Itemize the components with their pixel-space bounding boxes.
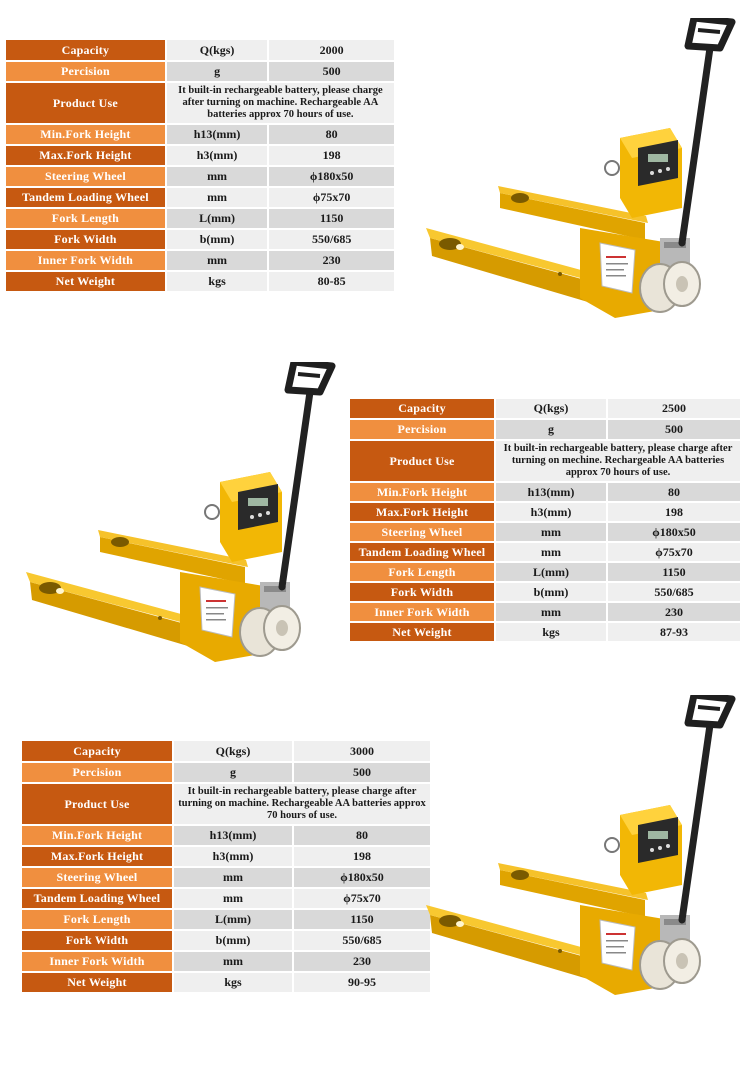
spec-unit: g: [167, 62, 268, 81]
spec-unit: mm: [174, 868, 292, 887]
spec-value: 500: [294, 763, 430, 782]
spec-unit: kgs: [167, 272, 268, 291]
spec-row-net-weight: [22, 973, 430, 992]
spec-row-fork-length: [350, 563, 740, 581]
spec-label: Percision: [350, 420, 494, 439]
spec-row-precision: [22, 763, 430, 782]
spec-table-2000kg: [4, 38, 396, 293]
spec-row-max-fork-height: [22, 847, 430, 866]
pallet-scale-truck-image: [420, 18, 740, 318]
spec-label: Max.Fork Height: [350, 503, 494, 521]
spec-unit: mm: [496, 523, 606, 541]
spec-label: Product Use: [350, 441, 494, 481]
spec-unit: mm: [174, 952, 292, 971]
spec-label: Max.Fork Height: [22, 847, 172, 866]
spec-unit: h3(mm): [496, 503, 606, 521]
spec-row-product-use: [350, 441, 740, 481]
spec-label: Net Weight: [22, 973, 172, 992]
spec-value: 3000: [294, 741, 430, 761]
spec-label: Net Weight: [6, 272, 165, 291]
spec-label: Fork Width: [6, 230, 165, 249]
spec-value: ϕ180x50: [608, 523, 740, 541]
spec-label: Inner Fork Width: [22, 952, 172, 971]
spec-row-min-fork-height: [350, 483, 740, 501]
spec-row-steering-wheel: [22, 868, 430, 887]
spec-row-inner-fork-width: [350, 603, 740, 621]
spec-value: 550/685: [269, 230, 394, 249]
spec-unit: b(mm): [496, 583, 606, 601]
spec-value: ϕ180x50: [269, 167, 394, 186]
spec-row-inner-fork-width: [22, 952, 430, 971]
spec-unit: h3(mm): [167, 146, 268, 165]
spec-unit: g: [496, 420, 606, 439]
spec-label: Percision: [22, 763, 172, 782]
spec-unit: g: [174, 763, 292, 782]
spec-label: Capacity: [6, 40, 165, 60]
spec-value: 90-95: [294, 973, 430, 992]
spec-row-inner-fork-width: [6, 251, 394, 270]
spec-value: 1150: [294, 910, 430, 929]
product-use-description: It built-in rechargeable battery, please charge after turning on machine. Rechargeable AA batteries approx 70 hours of use.: [174, 784, 430, 824]
spec-value: 80: [269, 125, 394, 144]
spec-unit: mm: [167, 188, 268, 207]
spec-label: Tandem Loading Wheel: [6, 188, 165, 207]
pallet-scale-truck-image: [420, 695, 740, 995]
pallet-scale-truck-image: [20, 362, 340, 662]
spec-value: 500: [269, 62, 394, 81]
spec-row-net-weight: [6, 272, 394, 291]
spec-row-capacity: [22, 741, 430, 761]
spec-row-net-weight: [350, 623, 740, 641]
spec-label: Steering Wheel: [6, 167, 165, 186]
spec-value: 198: [269, 146, 394, 165]
spec-value: 230: [269, 251, 394, 270]
spec-label: Inner Fork Width: [350, 603, 494, 621]
spec-table-3000kg: [20, 739, 432, 994]
spec-label: Fork Length: [350, 563, 494, 581]
spec-row-precision: [350, 420, 740, 439]
spec-value: 198: [608, 503, 740, 521]
spec-label: Net Weight: [350, 623, 494, 641]
spec-unit: b(mm): [167, 230, 268, 249]
spec-label: Product Use: [22, 784, 172, 824]
spec-row-fork-width: [350, 583, 740, 601]
spec-label: Capacity: [22, 741, 172, 761]
spec-row-tandem-loading-wheel: [6, 188, 394, 207]
spec-row-fork-length: [6, 209, 394, 228]
spec-value: 230: [608, 603, 740, 621]
spec-value: 1150: [608, 563, 740, 581]
spec-value: 198: [294, 847, 430, 866]
spec-unit: h13(mm): [174, 826, 292, 845]
spec-value: 550/685: [294, 931, 430, 950]
spec-label: Fork Width: [350, 583, 494, 601]
spec-value: 80-85: [269, 272, 394, 291]
spec-label: Fork Width: [22, 931, 172, 950]
spec-unit: Q(kgs): [496, 399, 606, 418]
spec-value: 500: [608, 420, 740, 439]
spec-value: 80: [608, 483, 740, 501]
spec-row-capacity: [6, 40, 394, 60]
spec-label: Tandem Loading Wheel: [22, 889, 172, 908]
product-use-description: It built-in rechargeable battery, please charge after turning on machine. Rechargeable AA batteries approx 70 hours of use.: [167, 83, 394, 123]
spec-label: Max.Fork Height: [6, 146, 165, 165]
product-use-description: It built-in rechargeable battery, please charge after turning on mechine. Rechargeable AA batteries approx 70 hours of use.: [496, 441, 740, 481]
spec-row-steering-wheel: [6, 167, 394, 186]
spec-unit: b(mm): [174, 931, 292, 950]
spec-value: 87-93: [608, 623, 740, 641]
spec-row-capacity: [350, 399, 740, 418]
spec-row-min-fork-height: [22, 826, 430, 845]
spec-label: Fork Length: [22, 910, 172, 929]
spec-label: Min.Fork Height: [6, 125, 165, 144]
spec-unit: L(mm): [174, 910, 292, 929]
spec-value: ϕ75x70: [294, 889, 430, 908]
spec-value: ϕ75x70: [608, 543, 740, 561]
spec-label: Product Use: [6, 83, 165, 123]
spec-label: Inner Fork Width: [6, 251, 165, 270]
spec-row-product-use: [6, 83, 394, 123]
spec-label: Steering Wheel: [22, 868, 172, 887]
spec-unit: L(mm): [496, 563, 606, 581]
spec-label: Fork Length: [6, 209, 165, 228]
spec-label: Min.Fork Height: [22, 826, 172, 845]
spec-unit: mm: [496, 603, 606, 621]
spec-value: 550/685: [608, 583, 740, 601]
spec-row-tandem-loading-wheel: [22, 889, 430, 908]
spec-value: 80: [294, 826, 430, 845]
spec-unit: Q(kgs): [167, 40, 268, 60]
spec-row-max-fork-height: [350, 503, 740, 521]
spec-unit: mm: [167, 167, 268, 186]
spec-row-steering-wheel: [350, 523, 740, 541]
spec-unit: h13(mm): [167, 125, 268, 144]
spec-unit: h3(mm): [174, 847, 292, 866]
spec-row-product-use: [22, 784, 430, 824]
spec-unit: mm: [167, 251, 268, 270]
spec-value: 230: [294, 952, 430, 971]
spec-unit: mm: [496, 543, 606, 561]
spec-value: 2500: [608, 399, 740, 418]
spec-label: Capacity: [350, 399, 494, 418]
spec-unit: h13(mm): [496, 483, 606, 501]
spec-unit: L(mm): [167, 209, 268, 228]
spec-row-fork-width: [22, 931, 430, 950]
spec-value: ϕ180x50: [294, 868, 430, 887]
spec-row-fork-width: [6, 230, 394, 249]
spec-row-precision: [6, 62, 394, 81]
spec-table-2500kg: [348, 397, 742, 643]
spec-label: Percision: [6, 62, 165, 81]
spec-unit: kgs: [174, 973, 292, 992]
spec-row-tandem-loading-wheel: [350, 543, 740, 561]
spec-row-min-fork-height: [6, 125, 394, 144]
spec-value: 1150: [269, 209, 394, 228]
spec-unit: kgs: [496, 623, 606, 641]
spec-label: Steering Wheel: [350, 523, 494, 541]
spec-row-max-fork-height: [6, 146, 394, 165]
spec-label: Min.Fork Height: [350, 483, 494, 501]
spec-row-fork-length: [22, 910, 430, 929]
spec-value: 2000: [269, 40, 394, 60]
spec-label: Tandem Loading Wheel: [350, 543, 494, 561]
spec-unit: Q(kgs): [174, 741, 292, 761]
spec-unit: mm: [174, 889, 292, 908]
spec-value: ϕ75x70: [269, 188, 394, 207]
